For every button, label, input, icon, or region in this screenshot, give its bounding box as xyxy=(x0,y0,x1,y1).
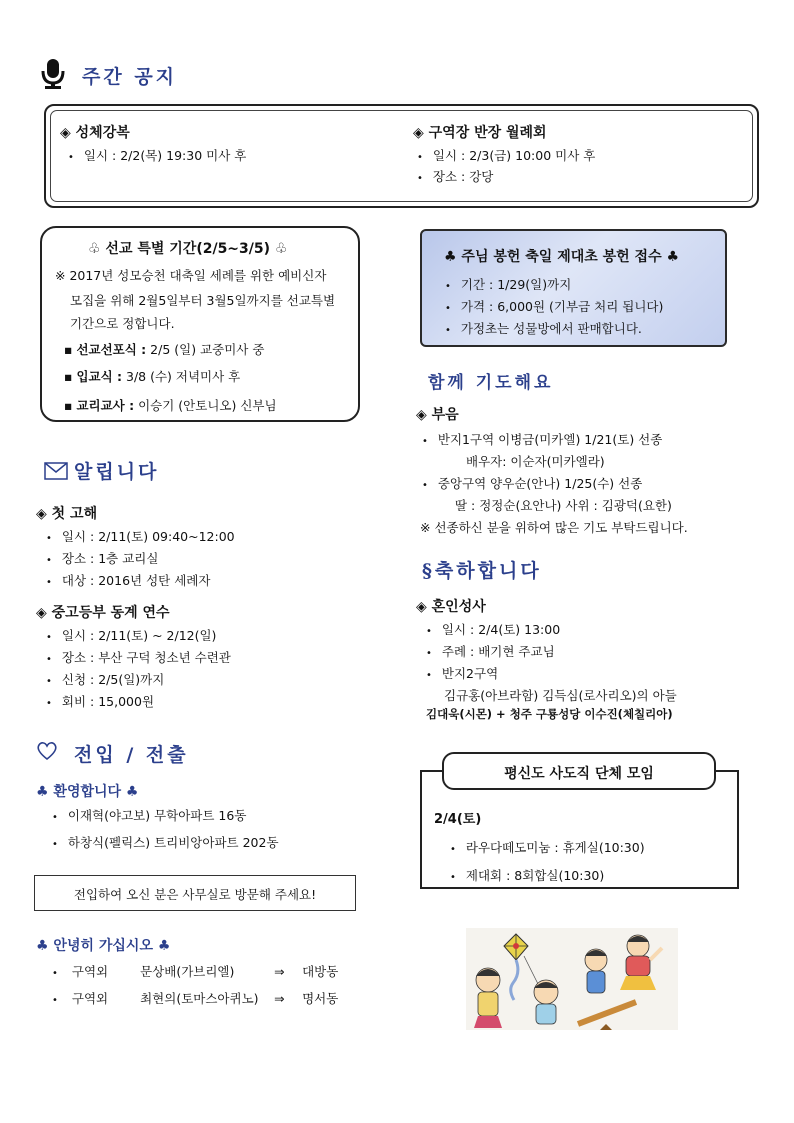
first-confession-item: • 대상 : 2016년 성탄 세례자 xyxy=(46,571,210,589)
mission-item: ▪ 입교식 : 3/8 (수) 저녁미사 후 xyxy=(64,369,241,384)
mission-item: ▪ 선교선포식 : 2/5 (일) 교중미사 중 xyxy=(64,342,265,357)
children-kite-seesaw-illustration xyxy=(466,928,678,1030)
mission-heading: ♧ 선교 특별 기간(2/5~3/5) ♧ xyxy=(88,241,288,257)
lay-item: • 제대회 : 8회합실(10:30) xyxy=(450,866,604,884)
lay-date: 2/4(토) xyxy=(434,812,482,827)
offering-item: • 기간 : 1/29(일)까지 xyxy=(445,275,571,293)
farewell-item xyxy=(52,962,338,980)
prayer-line: • 반지1구역 이병금(미카엘) 1/21(토) 선종 xyxy=(422,430,662,448)
mission-item: ▪ 교리교사 : 이승기 (안토니오) 신부님 xyxy=(64,398,277,413)
moves-title: 전입 / 전출 xyxy=(74,744,189,766)
mission-item-label: 입교식 : xyxy=(76,369,123,384)
farewell-dest: 명서동 xyxy=(302,991,339,1006)
heart-icon xyxy=(36,741,58,761)
retreat-item: • 회비 : 15,000원 xyxy=(46,692,154,710)
moves-notice-text: 전입하여 오신 분은 사무실로 방문해 주세요! xyxy=(73,887,317,902)
weekly-notice-title: 주간 공지 xyxy=(82,66,178,88)
retreat-item: • 신청 : 2/5(일)까지 xyxy=(46,670,164,688)
microphone-icon xyxy=(40,58,66,90)
farewell-item xyxy=(52,989,338,1007)
wedding-item: • 일시 : 2/4(토) 13:00 xyxy=(426,620,560,638)
welcome-heading: ♣ 환영합니다 ♣ xyxy=(36,784,139,800)
announce-title: 알립니다 xyxy=(74,461,160,483)
wedding-heading: ◈ 혼인성사 xyxy=(416,599,486,615)
farewell-name: 문상배(가브리엘) xyxy=(140,964,235,979)
weekly-left-heading: ◈ 성체강복 xyxy=(60,125,130,141)
mission-item-value: 3/8 (수) 저녁미사 후 xyxy=(126,369,241,384)
first-confession-item: • 장소 : 1층 교리실 xyxy=(46,549,158,567)
offering-heading: ♣ 주님 봉헌 축일 제대초 봉헌 접수 ♣ xyxy=(444,249,680,265)
lay-item: • 라우다떼도미눔 : 휴게실(10:30) xyxy=(450,838,645,856)
mission-item-value: 2/5 (일) 교중미사 중 xyxy=(150,342,265,357)
prayer-line: 딸 : 정정순(요안나) 사위 : 김광덕(요한) xyxy=(455,498,672,513)
prayer-heading: ◈ 부음 xyxy=(416,407,459,423)
farewell-name: 최현의(토마스아퀴노) xyxy=(140,991,259,1006)
wedding-groom-parents: 김규홍(아브라함) 김득심(로사리오)의 아들 xyxy=(444,688,677,703)
farewell-dest: 대방동 xyxy=(302,964,339,979)
mission-notice-line: 모집을 위해 2월5일부터 3월5일까지를 선교특별 xyxy=(70,293,336,308)
mission-notice-line: 기간으로 정합니다. xyxy=(70,316,175,331)
welcome-item: • 하창식(펠릭스) 트리비앙아파트 202동 xyxy=(52,833,279,851)
retreat-heading: ◈ 중고등부 동계 연수 xyxy=(36,605,170,621)
farewell-area: 구역외 xyxy=(71,964,109,979)
mission-item-value: 이승기 (안토니오) 신부님 xyxy=(138,398,277,413)
weekly-right-item: • 장소 : 강당 xyxy=(417,167,493,185)
prayer-title: 함께 기도해요 xyxy=(428,373,554,393)
lay-title: 평신도 사도직 단체 모임 xyxy=(504,766,654,782)
prayer-line: 배우자: 이순자(미카엘라) xyxy=(466,454,605,469)
offering-item: • 가격 : 6,000원 (기부금 처리 됩니다) xyxy=(445,297,663,315)
welcome-item: • 이재혁(야고보) 무학아파트 16동 xyxy=(52,806,246,824)
mission-notice-line: ※ 2017년 성모승천 대축일 세례를 위한 예비신자 xyxy=(55,268,327,283)
retreat-item: • 장소 : 부산 구덕 청소년 수련관 xyxy=(46,648,231,666)
weekly-right-heading: ◈ 구역장 반장 월례회 xyxy=(413,125,547,141)
wedding-item: • 주례 : 배기현 주교님 xyxy=(426,642,555,660)
wedding-item: • 반지2구역 xyxy=(426,664,498,682)
prayer-line: ※ 선종하신 분을 위하여 많은 기도 부탁드립니다. xyxy=(420,520,688,535)
arrow-icon: ⇒ xyxy=(274,964,285,979)
farewell-heading: ♣ 안녕히 가십시오 ♣ xyxy=(36,938,171,954)
congrats-title: §축하합니다 xyxy=(422,560,542,582)
retreat-item: • 일시 : 2/11(토) ~ 2/12(일) xyxy=(46,626,216,644)
mission-item-label: 선교선포식 : xyxy=(76,342,147,357)
weekly-left-item: • 일시 : 2/2(목) 19:30 미사 후 xyxy=(68,146,246,164)
wedding-couple: 김대욱(시몬) + 청주 구룡성당 이수진(체칠리아) xyxy=(426,707,673,721)
first-confession-item: • 일시 : 2/11(토) 09:40~12:00 xyxy=(46,527,235,545)
arrow-icon: ⇒ xyxy=(274,991,285,1006)
first-confession-heading: ◈ 첫 고해 xyxy=(36,506,98,522)
mission-item-label: 교리교사 : xyxy=(76,398,135,413)
farewell-area: 구역외 xyxy=(71,991,109,1006)
prayer-line: • 중앙구역 양우순(안나) 1/25(수) 선종 xyxy=(422,474,642,492)
offering-item: • 가정초는 성물방에서 판매합니다. xyxy=(445,319,642,337)
weekly-right-item: • 일시 : 2/3(금) 10:00 미사 후 xyxy=(417,146,595,164)
envelope-icon xyxy=(44,462,68,480)
